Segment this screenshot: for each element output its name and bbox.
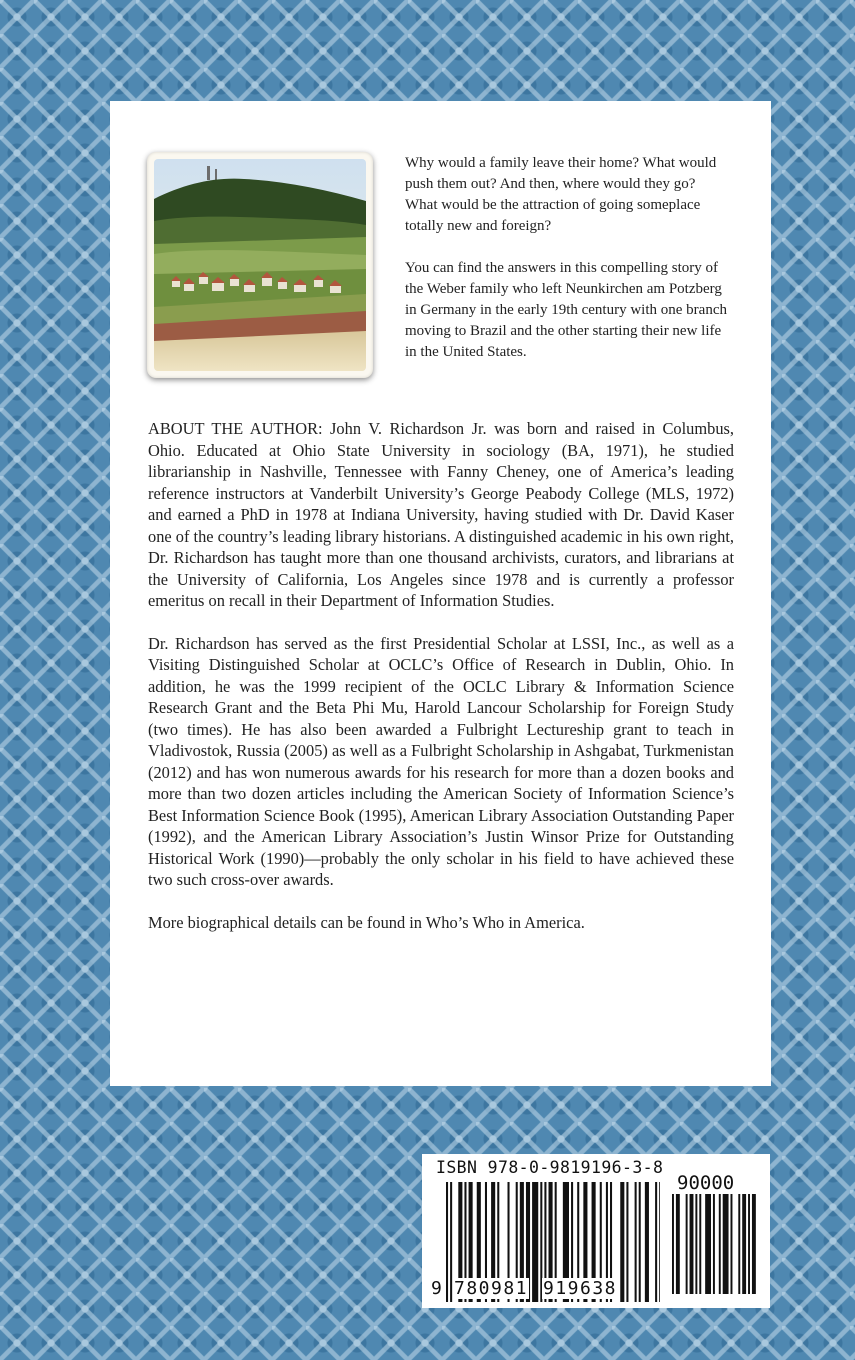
isbn-label: ISBN 978-0-9819196-3-8	[436, 1158, 664, 1177]
barcode-bar	[723, 1194, 729, 1294]
isbn-barcode	[422, 1154, 770, 1308]
barcode-bar	[450, 1182, 452, 1302]
intro-paragraph-1: Why would a family leave their home? What would push them out? And then, where would they go? What would be the attraction of going someplace totally new and foreign?	[405, 155, 717, 234]
author-bio	[148, 418, 734, 954]
barcode-bar	[655, 1182, 657, 1302]
village-photo	[147, 152, 373, 378]
barcode-bar	[626, 1182, 628, 1302]
barcode-bar	[620, 1182, 624, 1302]
barcode-bar	[752, 1194, 756, 1294]
barcode-bar	[719, 1194, 721, 1294]
barcode-digits-right: 919638	[543, 1278, 618, 1299]
barcode-digits-left: 780981	[454, 1278, 529, 1299]
intro-text	[405, 153, 730, 384]
intro-paragraph-2: You can find the answers in this compelling story of the Weber family who left Neunkirchen am Potzberg in Germany in the early 19th century with one branch moving to Brazil and the other starting their new life in the United States.	[405, 260, 727, 360]
village-landscape-image	[154, 159, 366, 371]
barcode-bar	[659, 1182, 660, 1302]
back-cover-panel	[110, 101, 771, 1086]
barcode-bar	[672, 1194, 674, 1294]
barcode-bar	[532, 1182, 538, 1302]
barcode-bar	[695, 1194, 697, 1294]
bio-paragraph-3: More biographical details can be found in Who’s Who in America.	[148, 912, 585, 932]
addon-bars	[672, 1194, 760, 1294]
barcode-bar	[731, 1194, 733, 1294]
barcode-bar	[699, 1194, 701, 1294]
barcode-digit-lead: 9	[431, 1278, 442, 1299]
barcode-bar	[635, 1182, 637, 1302]
bio-paragraph-1: ABOUT THE AUTHOR: John V. Richardson Jr. was born and raised in Columbus, Ohio. Educated at Ohio State University in sociology (BA, 1971), he studied librarianship in Nashville, Tennessee with Fanny Cheney, one of America’s leading reference instructors at Vanderbilt University’s George Peabody College (MLS, 1972) and earned a PhD in 1978 at Indiana University, having studied with Dr. David Kaser one of the country’s leading library historians. A distinguished academic in his own right, Dr. Richardson has taught more than one thousand archivists, curators, and librarians at the University of California, Los Angeles since 1978 and is currently a professor emeritus on recall in their Department of Information Studies.	[148, 419, 734, 610]
barcode-bar	[686, 1194, 688, 1294]
barcode-bar	[645, 1182, 649, 1302]
barcode-bar	[446, 1182, 448, 1302]
barcode-bar	[748, 1194, 750, 1294]
price-code: 90000	[677, 1172, 735, 1194]
barcode-bar	[713, 1194, 715, 1294]
barcode-bar	[690, 1194, 694, 1294]
barcode-bar	[742, 1194, 746, 1294]
barcode-bar	[676, 1194, 680, 1294]
bio-paragraph-2: Dr. Richardson has served as the first Presidential Scholar at LSSI, Inc., as well as a Visiting Distinguished Scholar at OCLC’s Office of Research in Dublin, Ohio. In addition, he was the 1999 recipient of the OCLC Library & Information Science Research Grant and the Beta Phi Mu, Harold Lancour Scholarship for Foreign Study (two times). He has also been awarded a Fulbright Lectureship grant to teach in Vladivostok, Russia (2005) as well as a Fulbright Scholarship in Ashgabat, Turkmenistan (2012) and has won numerous awards for his research for more than a dozen books and more than two dozen articles including the American Society of Information Science’s Best Information Science Book (1995), American Library Association Outstanding Paper (1992), and the American Library Association’s Justin Winsor Prize for Outstanding Historical Work (1990)—probably the only scholar in his field to have achieved these two such cross-over awards.	[148, 633, 734, 889]
barcode-bar	[705, 1194, 711, 1294]
barcode-bar	[738, 1194, 740, 1294]
barcode-bar	[639, 1182, 641, 1302]
